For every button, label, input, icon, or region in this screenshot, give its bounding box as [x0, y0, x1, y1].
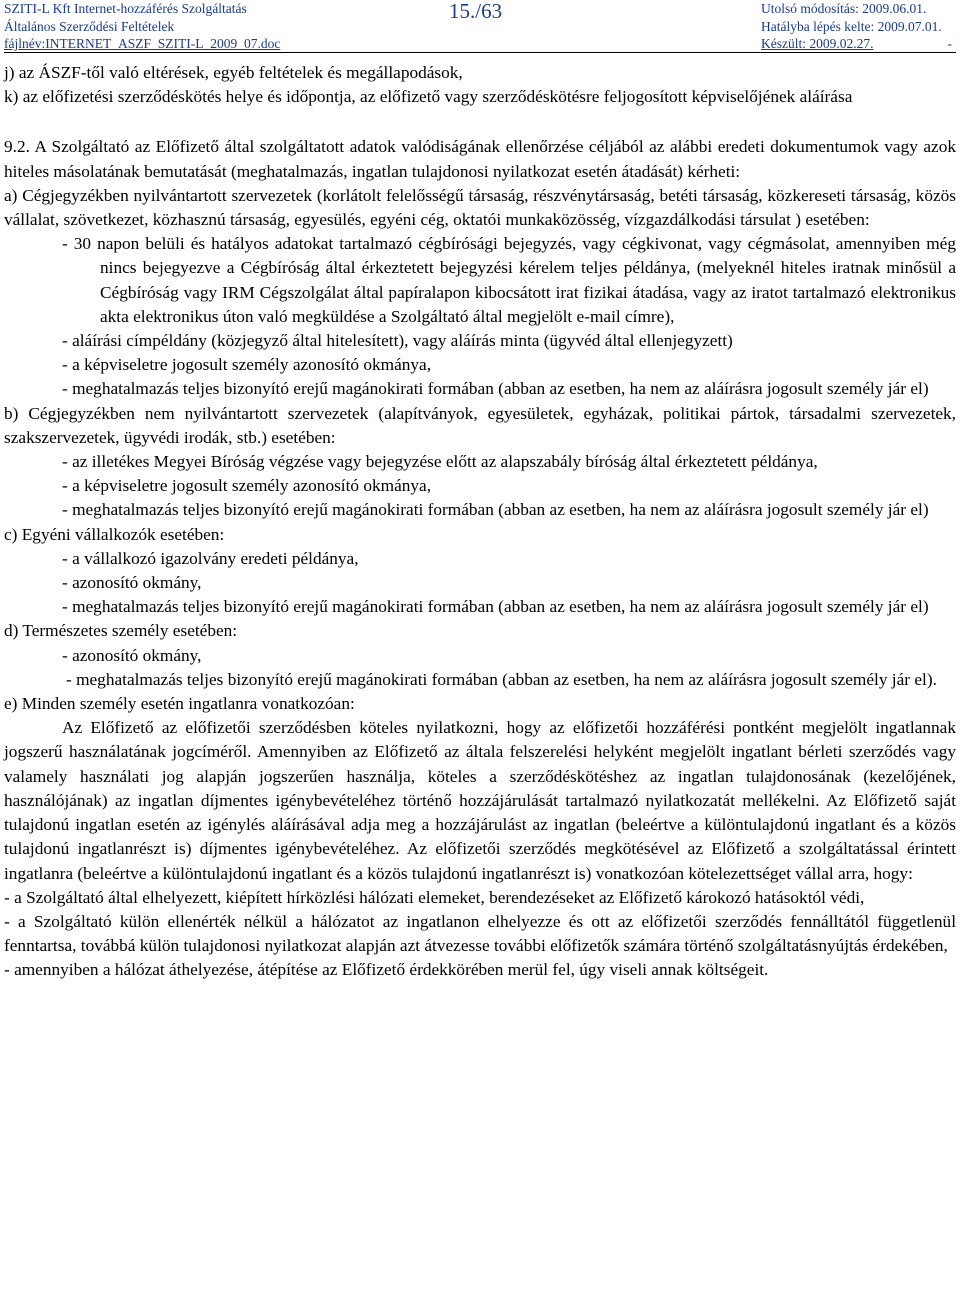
paragraph-c: c) Egyéni vállalkozók esetében: [4, 524, 225, 544]
header-page-number: 15./63 [449, 0, 503, 23]
list-item-d1: - azonosító okmány, [62, 645, 202, 665]
document-body [4, 61, 956, 983]
list-item-b1: - az illetékes Megyei Bíróság végzése vagy bejegyzése előtt az alapszabály bíróság által érkeztetett példánya, [62, 452, 818, 472]
list-item-c1: - a vállalkozó igazolvány eredeti példánya, [62, 548, 359, 568]
header-filename: fájlnév:INTERNET_ASZF_SZITI-L_2009_07.doc [4, 36, 281, 51]
list-item-a1: - 30 napon belüli és hatályos adatokat tartalmazó cégbírósági bejegyzés, vagy cégkivonat, vagy cégmásolat, amennyiben még nincs bejegyezve a Cégbíróság által érkeztetett bejegyzési kérelem teljes példánya, (melyeknél hiteles iratnak minősül a Cégbíróság vagy IRM Cégszolgálat által papíralapon kibocsátott irat fizikai átadása, vagy az iratot tartalmazó elektronikus akta elektronikus úton való megküldése a Szolgáltató által megjelölt e-mail címre), [62, 234, 956, 326]
paragraph-9-2: 9.2. A Szolgáltató az Előfizető által szolgáltatott adatok valódiságának ellenőrzése céljából az alábbi eredeti dokumentumok vagy azok hiteles másolatának bemutatását (meghatalmazás, ingatlan tulajdonosi nyilatkozat esetén átadását) kérheti: [4, 137, 956, 181]
paragraph-j: j) az ÁSZF-től való eltérések, egyéb feltételek és megállapodások, [4, 63, 463, 82]
list-item-e3: - amennyiben a hálózat áthelyezése, átépítése az Előfizető érdekkörében merül fel, úgy viseli annak költségeit. [4, 960, 769, 980]
list-item-a3: - a képviseletre jogosult személy azonosító okmánya, [62, 355, 432, 375]
header-title: SZITI-L Kft Internet-hozzáférés Szolgáltatás [4, 1, 247, 16]
page-header [4, 0, 956, 53]
list-item-b2: - a képviseletre jogosult személy azonosító okmánya, [62, 476, 432, 496]
header-created: Készült: 2009.02.27. [761, 36, 874, 51]
paragraph-property: Az Előfizető az előfizetői szerződésben köteles nyilatkozni, hogy az előfizetői hozzáférési pontként megjelölt ingatlannak jogszerű használatának jogcíméről. Amennyiben az Előfizető az általa felszerelési helyként megjelölt ingatlant bérleti szerződés vagy valamely használati jog alapján jogszerűen használja, köteles a szerződéskötéshez az ingatlan tulajdonosának (kezelőjének, használójának) az ingatlan díjmentes igénybevételéhez történő hozzájárulását tartalmazó nyilatkozatát mellékelni. Az Előfizető saját tulajdonú ingatlan esetén az igénylés aláírásával adja meg a hozzájárulást az ingatlan (beleértve a különtulajdonú ingatlant és a közös tulajdonú ingatlanrészt is) díjmentes igénybevételéhez. Az előfizetői szerződés megkötésével az Előfizető a szolgáltatással érintett ingatlanra (beleértve a különtulajdonú ingatlant és a közös tulajdonú ingatlanrészt is) vonatkozóan kötelezettséget vállal arra, hogy: [4, 718, 956, 883]
header-dash: - [947, 36, 952, 51]
header-conditions: Általános Szerződési Feltételek [4, 19, 175, 34]
header-effective-date: Hatályba lépés kelte: 2009.07.01. [761, 19, 942, 34]
list-item-a2: - aláírási címpéldány (közjegyző által hitelesített), vagy aláírás minta (ügyvéd által ellenjegyzett) [62, 331, 733, 351]
paragraph-k: k) az előfizetési szerződéskötés helye és időpontja, az előfizető vagy szerződéskötésre feljogosított képviselőjének aláírása [4, 87, 853, 107]
list-item-c3: - meghatalmazás teljes bizonyító erejű magánokirati formában (abban az esetben, ha nem az aláírásra jogosult személy jár el) [62, 597, 929, 617]
list-item-b3: - meghatalmazás teljes bizonyító erejű magánokirati formában (abban az esetben, ha nem az aláírásra jogosult személy jár el) [62, 500, 929, 520]
paragraph-e: e) Minden személy esetén ingatlanra vonatkozóan: [4, 694, 355, 714]
list-item-c2: - azonosító okmány, [62, 573, 202, 593]
list-item-d2: - meghatalmazás teljes bizonyító erejű magánokirati formában (abban az esetben, ha nem az aláírásra jogosult személy jár el). [66, 669, 937, 689]
list-item-e2: - a Szolgáltató külön ellenérték nélkül a hálózatot az ingatlanon elhelyezze és ott az előfizetői szerződés fennálltától függetlenül fenntartsa, továbbá külön tulajdonosi nyilatkozat alapján azt átvezesse további előfizetők számára történő szolgáltatásnyújtás érdekében, [4, 911, 956, 956]
paragraph-a: a) Cégjegyzékben nyilvántartott szervezetek (korlátolt felelősségű társaság, részvénytársaság, betéti társaság, közkereseti társaság, közös vállalat, szövetkezet, közhasznú társaság, egyesülés, egyéni cég, oktatói munkaközösség, vízgazdálkodási társulat ) esetében: [4, 185, 956, 230]
paragraph-b: b) Cégjegyzékben nem nyilvántartott szervezetek (alapítványok, egyesületek, egyházak, politikai pártok, társadalmi szervezetek, szakszervezetek, ügyvédi irodák, stb.) esetében: [4, 403, 956, 447]
list-item-e1: - a Szolgáltató által elhelyezett, kiépített hírközlési hálózati elemeket, berendezéseket az Előfizető károkozó hatásoktól védi, [4, 887, 865, 907]
list-item-a4: - meghatalmazás teljes bizonyító erejű magánokirati formában (abban az esetben, ha nem az aláírásra jogosult személy jár el) [62, 379, 929, 399]
header-last-modified: Utolsó módosítás: 2009.06.01. [761, 1, 927, 16]
paragraph-d: d) Természetes személy esetében: [4, 621, 238, 641]
